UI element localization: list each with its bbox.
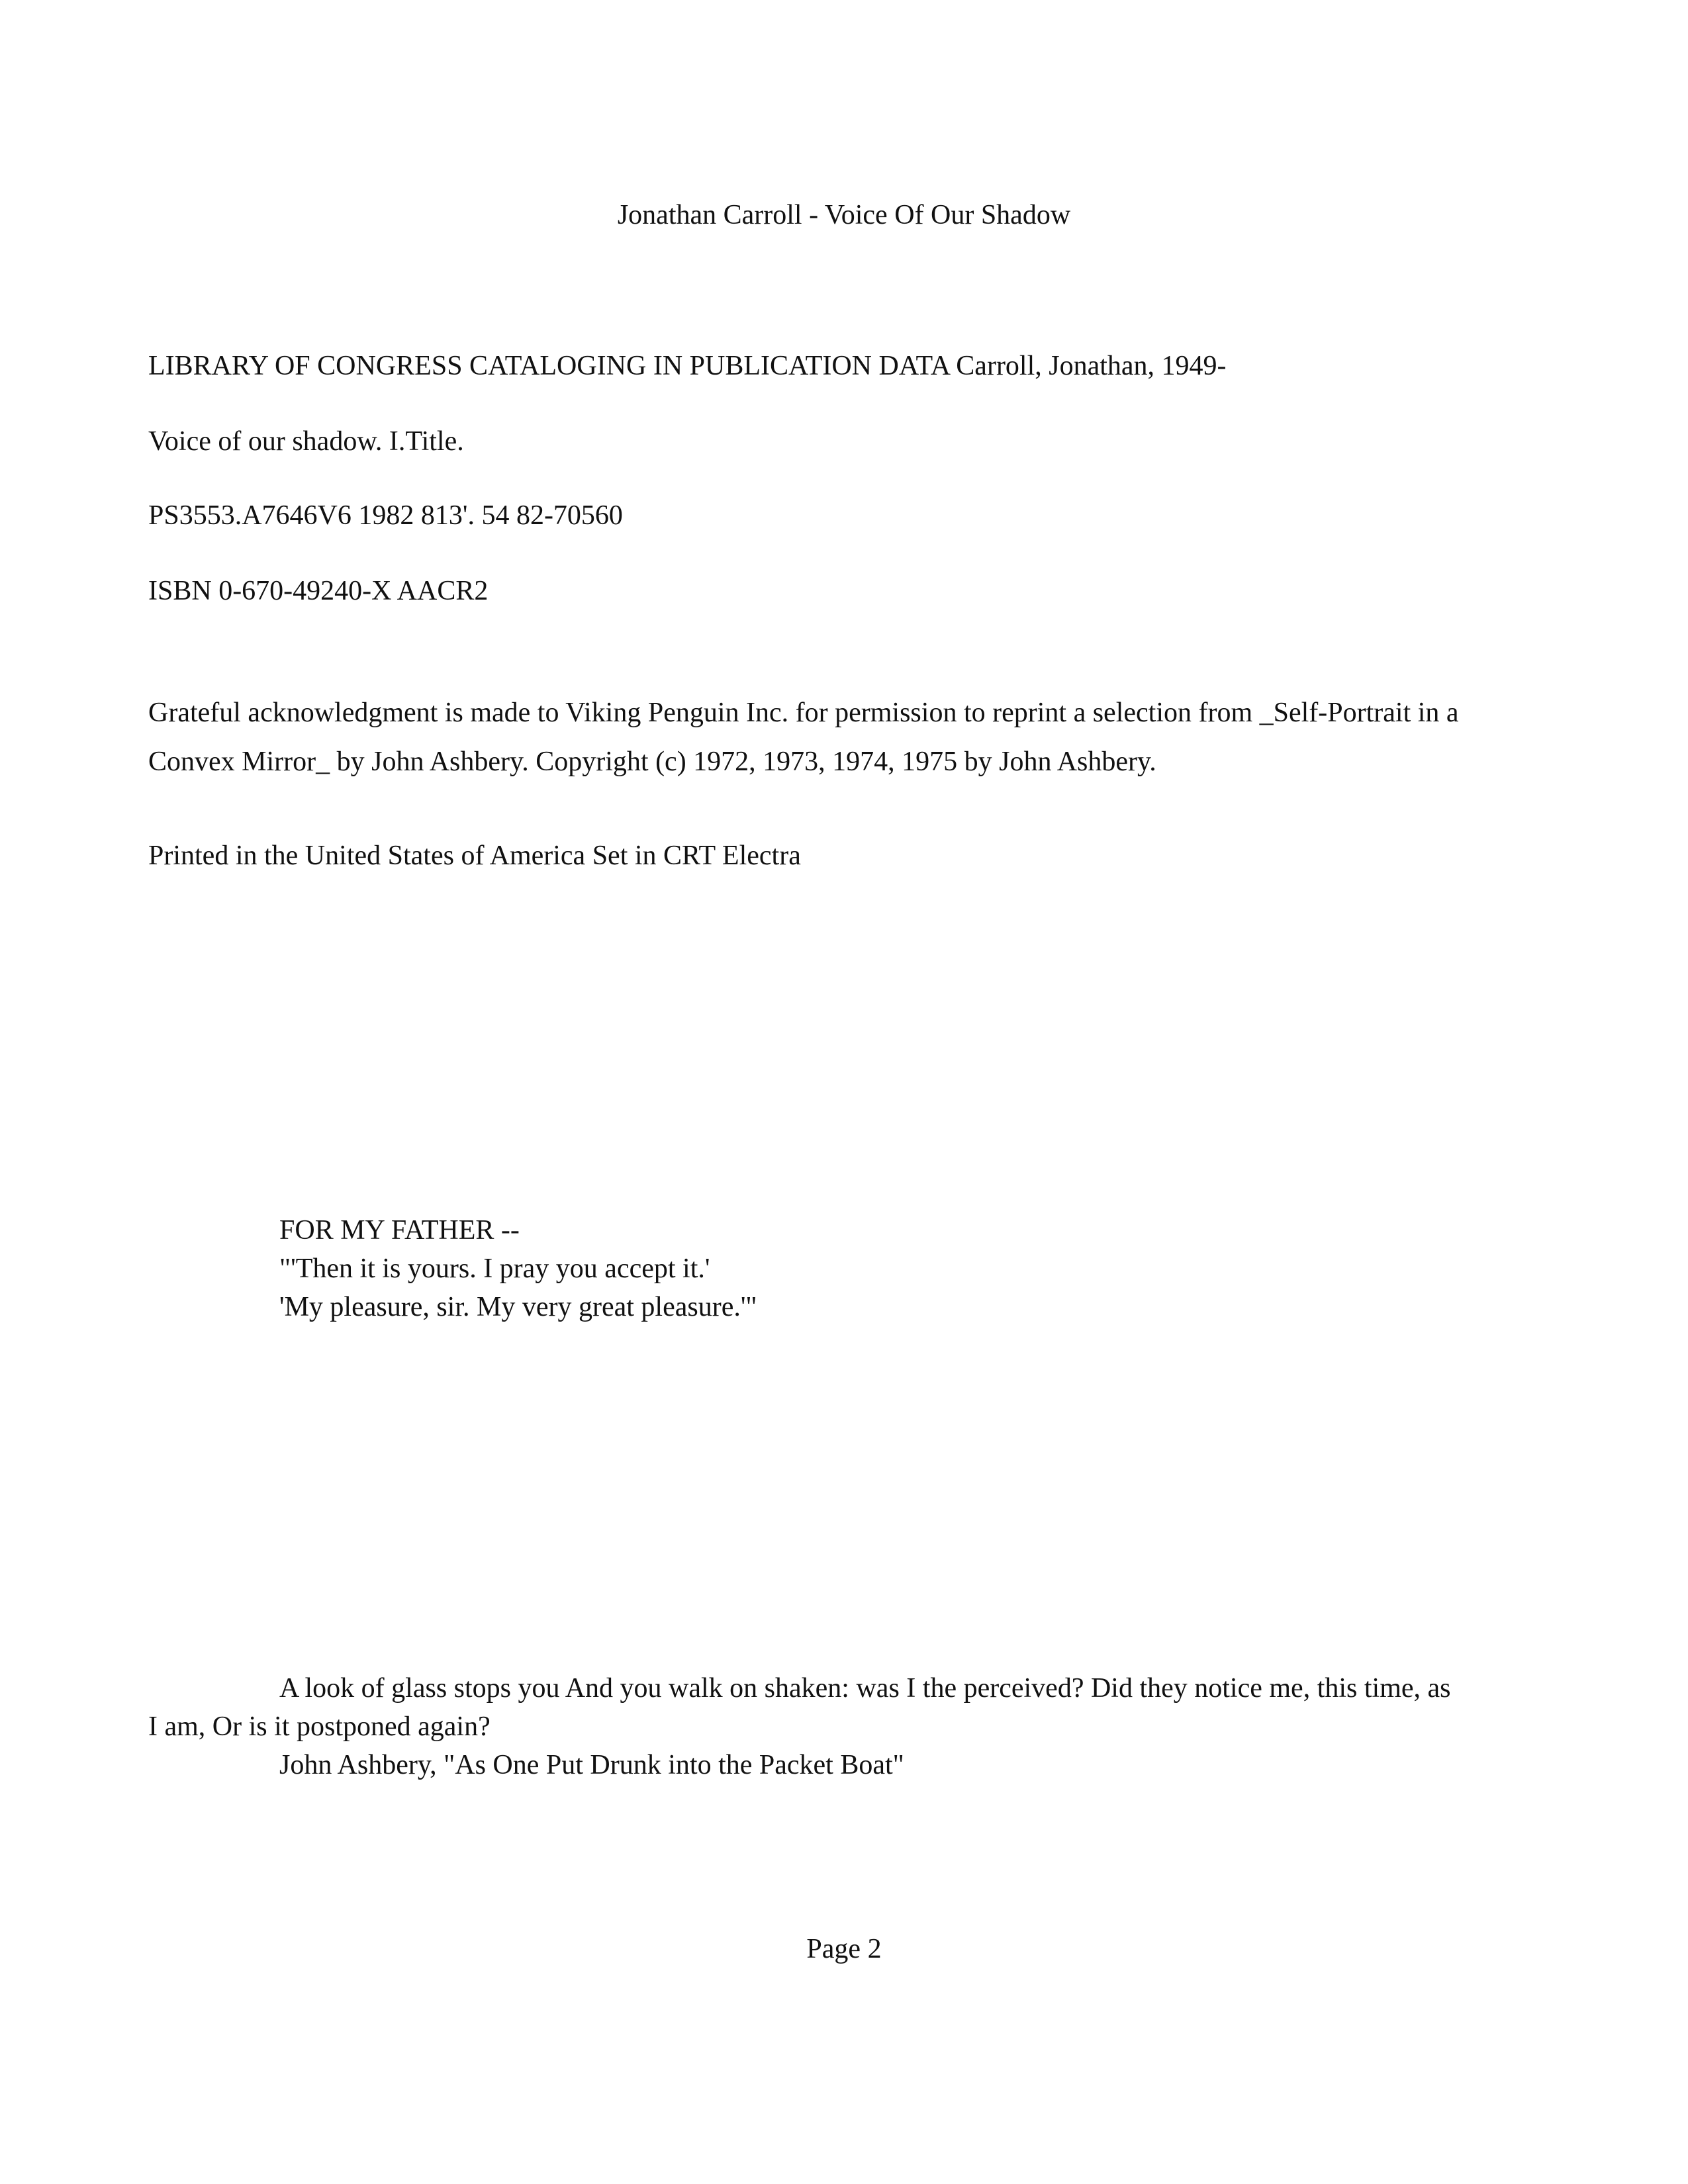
dedication-quote-line: 'My pleasure, sir. My very great pleasure.'": [279, 1292, 757, 1322]
dedication-quote-line: "'Then it is yours. I pray you accept it.': [279, 1253, 710, 1284]
epigraph-line: A look of glass stops you And you walk on shaken: was I the perceived? Did they notice me, this time, as: [279, 1673, 1451, 1704]
catalog-line-library: LIBRARY OF CONGRESS CATALOGING IN PUBLICATION DATA Carroll, Jonathan, 1949-: [148, 351, 1227, 381]
catalog-line-title: Voice of our shadow. I.Title.: [148, 426, 464, 457]
catalog-line-isbn: ISBN 0-670-49240-X AACR2: [148, 576, 489, 606]
epigraph-attribution: John Ashbery, "As One Put Drunk into the Packet Boat": [279, 1750, 904, 1780]
acknowledgment-paragraph: Grateful acknowledgment is made to Viking Penguin Inc. for permission to reprint a selection from _Self-Portrait in a Convex Mirror_ by John Ashbery. Copyright (c) 1972, 1973, 1974, 1975 by John Ashbery.: [148, 698, 1459, 777]
printing-note: Printed in the United States of America Set in CRT Electra: [148, 841, 801, 871]
page-header-title: Jonathan Carroll - Voice Of Our Shadow: [617, 200, 1071, 230]
dedication-title: FOR MY FATHER --: [279, 1215, 520, 1246]
catalog-line-classification: PS3553.A7646V6 1982 813'. 54 82-70560: [148, 500, 623, 531]
page-number: Page 2: [806, 1934, 882, 1964]
epigraph-line: I am, Or is it postponed again?: [148, 1711, 491, 1742]
